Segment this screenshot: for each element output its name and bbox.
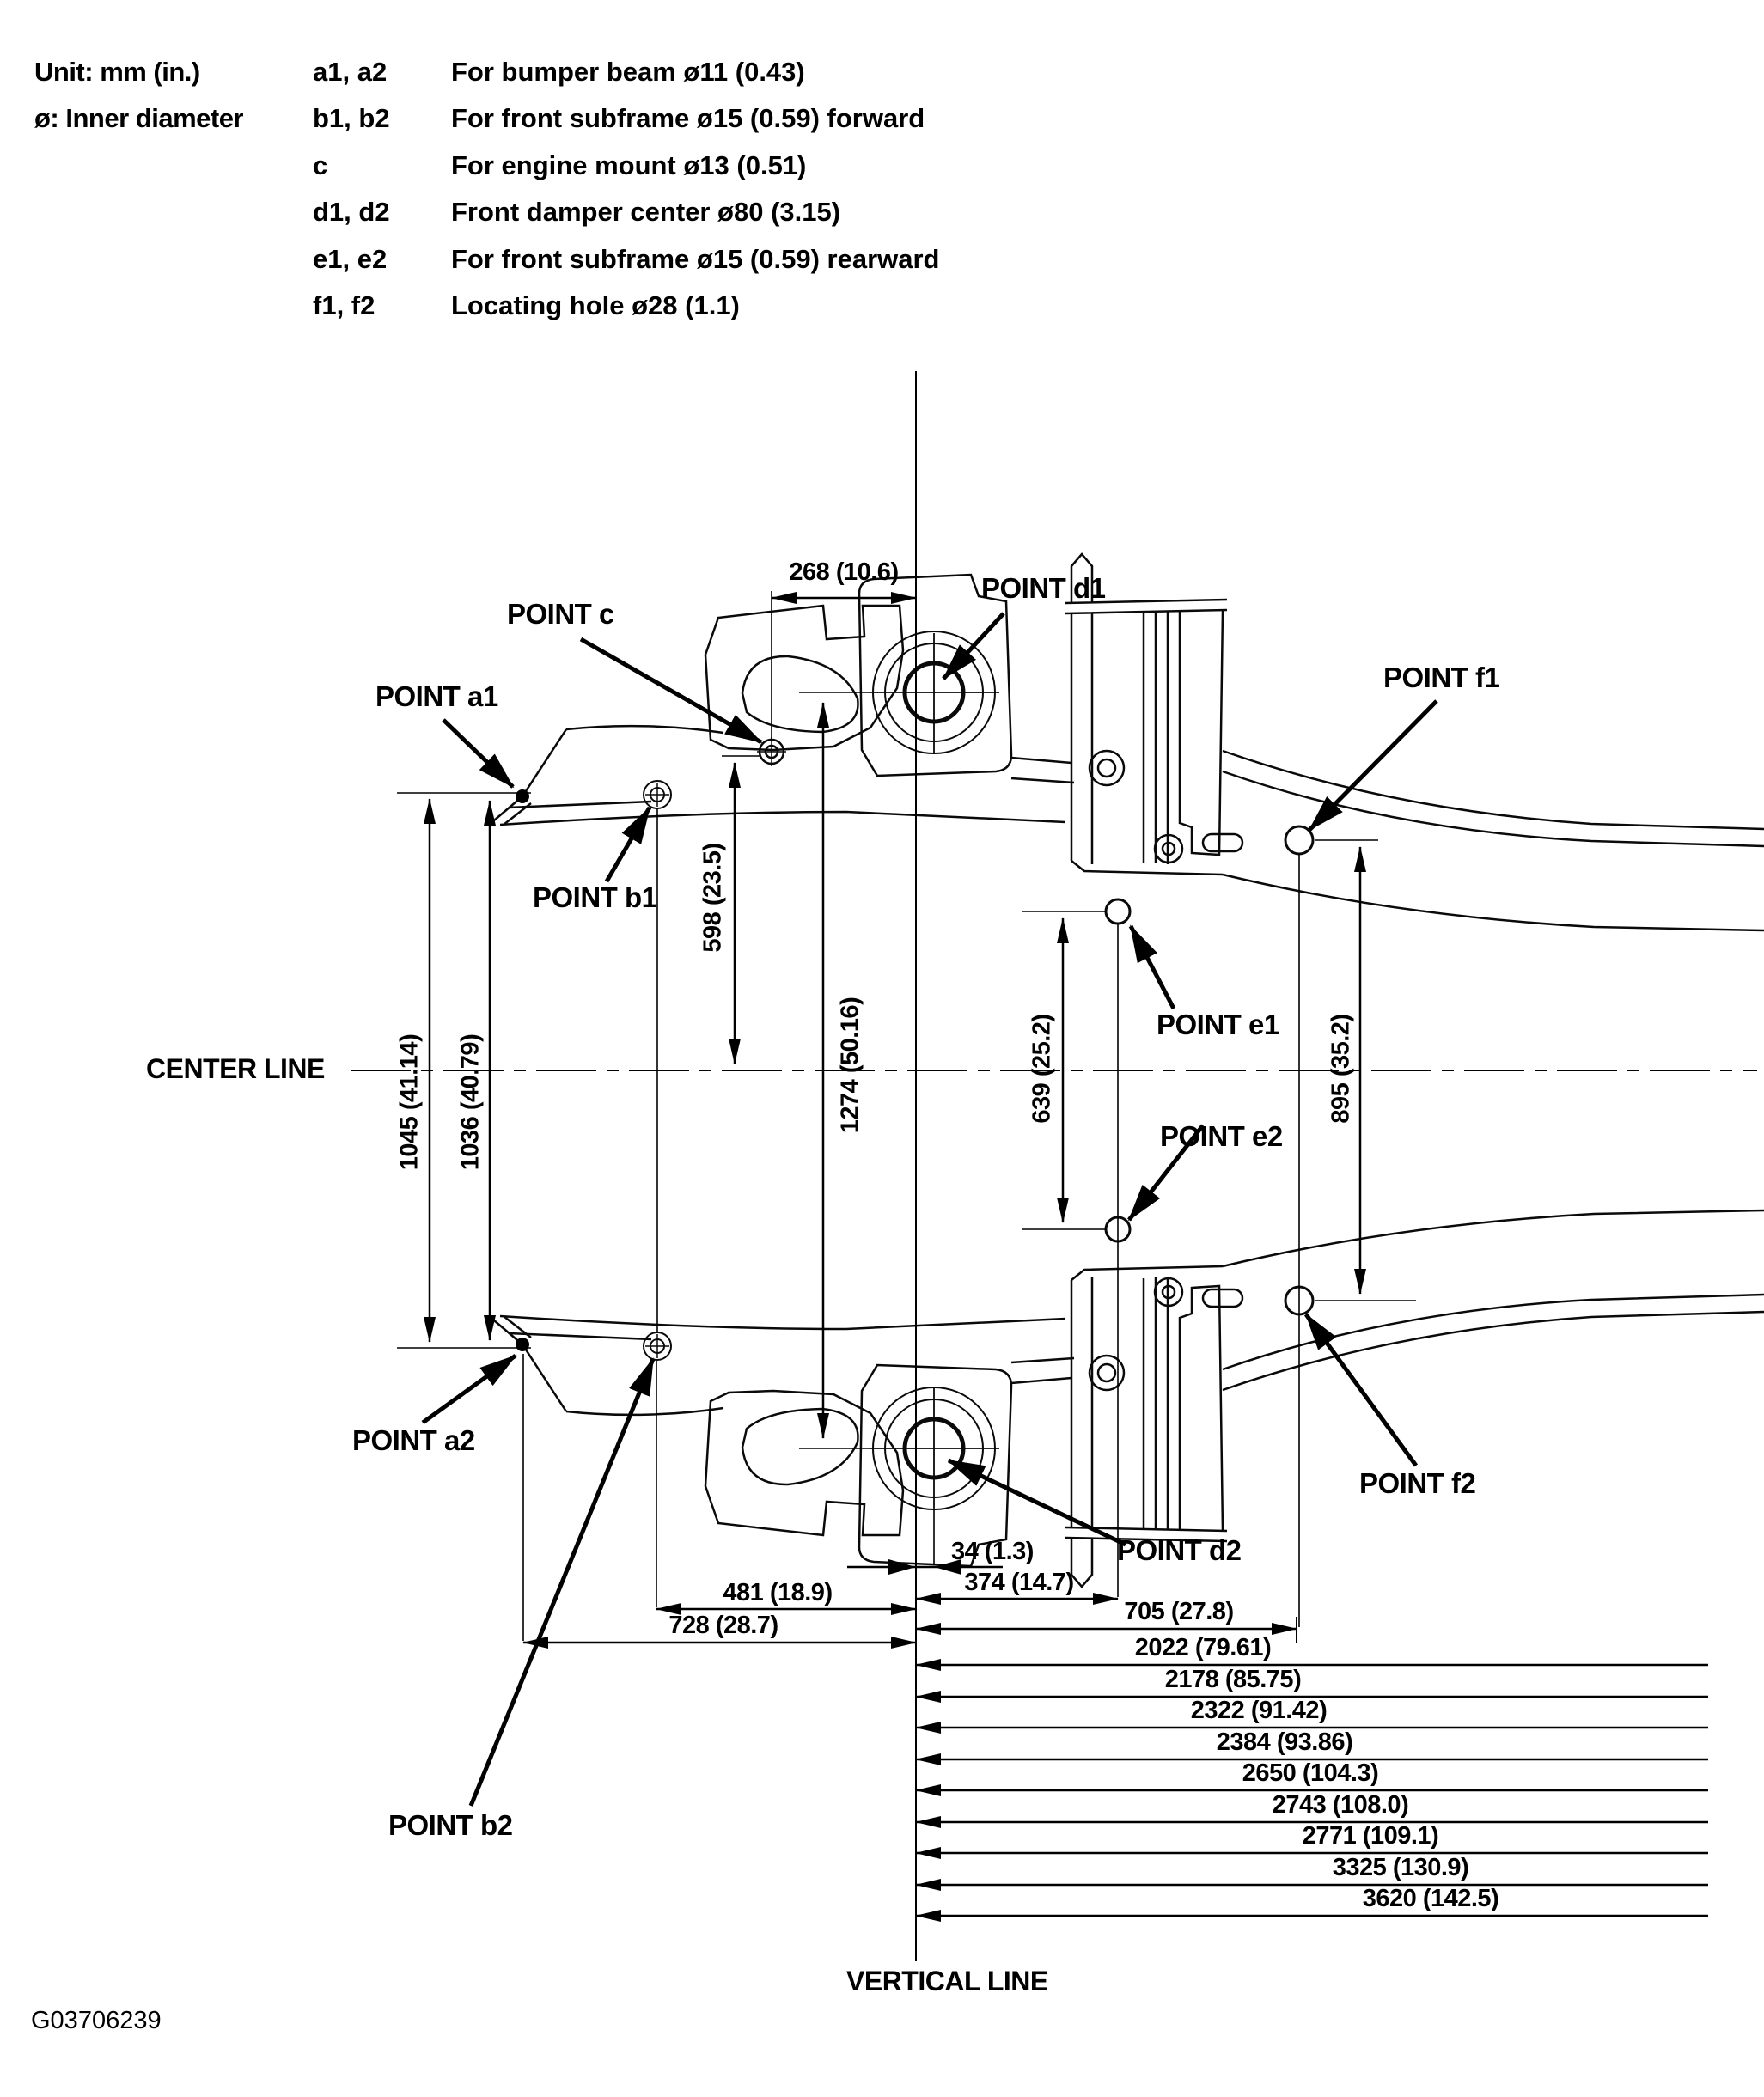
label-point-f2: POINT f2: [1359, 1467, 1476, 1499]
legend-desc-c: For engine mount ø13 (0.51): [451, 150, 807, 180]
unit-note: Unit: mm (in.): [34, 57, 200, 87]
figure-id: G03706239: [31, 2007, 162, 2034]
dimension-lines: [430, 598, 1708, 1916]
dim-2322: 2322 (91.42): [1190, 1697, 1328, 1724]
dim-268: 268 (10.6): [789, 558, 899, 586]
dim-481: 481 (18.9): [723, 1579, 833, 1606]
legend-desc-b: For front subframe ø15 (0.59) forward: [451, 103, 925, 133]
legend-desc-d: Front damper center ø80 (3.15): [451, 197, 841, 227]
center-line-label: CENTER LINE: [146, 1053, 325, 1084]
dim-598: 598 (23.5): [699, 843, 727, 953]
vertical-line-label: VERTICAL LINE: [846, 1966, 1048, 1996]
label-point-b1: POINT b1: [533, 881, 657, 913]
legend-code-b: b1, b2: [313, 103, 390, 133]
dim-3620: 3620 (142.5): [1362, 1885, 1499, 1912]
dim-3325: 3325 (130.9): [1332, 1854, 1469, 1881]
dim-1274: 1274 (50.16): [836, 997, 864, 1134]
legend-desc-a: For bumper beam ø11 (0.43): [451, 57, 805, 87]
extension-lines: [397, 591, 1416, 1641]
dim-2743: 2743 (108.0): [1272, 1791, 1409, 1819]
legend-desc-f: Locating hole ø28 (1.1): [451, 290, 740, 320]
label-point-a1: POINT a1: [375, 680, 498, 712]
frame-rail-bottom: [494, 1210, 1764, 1587]
label-point-f1: POINT f1: [1383, 661, 1500, 693]
dim-895: 895 (35.2): [1327, 1014, 1355, 1124]
point-a-mark: [516, 789, 529, 803]
label-point-b2: POINT b2: [388, 1809, 513, 1841]
dim-2022: 2022 (79.61): [1134, 1634, 1272, 1661]
legend-code-c: c: [313, 150, 328, 180]
frame-rail-top: [494, 554, 1764, 930]
legend-code-e: e1, e2: [313, 244, 388, 274]
legend-desc-e: For front subframe ø15 (0.59) rearward: [451, 244, 940, 274]
legend-code-a: a1, a2: [313, 57, 388, 87]
label-point-e2: POINT e2: [1160, 1120, 1283, 1152]
dim-639: 639 (25.2): [1028, 1014, 1056, 1124]
dim-2178: 2178 (85.75): [1164, 1666, 1302, 1693]
dim-2384: 2384 (93.86): [1216, 1728, 1353, 1756]
dim-2771: 2771 (109.1): [1302, 1822, 1439, 1850]
dim-728: 728 (28.7): [668, 1612, 778, 1639]
label-point-d1: POINT d1: [981, 572, 1106, 604]
label-point-c: POINT c: [507, 598, 614, 630]
point-f-mark: [1285, 826, 1313, 854]
legend-code-d: d1, d2: [313, 197, 390, 227]
point-e-mark: [1106, 899, 1130, 924]
dim-1036: 1036 (40.79): [456, 1033, 485, 1171]
dim-2650: 2650 (104.3): [1242, 1759, 1379, 1787]
dim-1045: 1045 (41.14): [395, 1033, 424, 1171]
dim-34: 34 (1.3): [951, 1538, 1034, 1565]
dim-374: 374 (14.7): [964, 1569, 1074, 1596]
label-point-e1: POINT e1: [1157, 1009, 1279, 1040]
dim-705: 705 (27.8): [1124, 1598, 1234, 1625]
diameter-note: ø: Inner diameter: [34, 103, 243, 133]
legend-code-f: f1, f2: [313, 290, 375, 320]
label-point-a2: POINT a2: [352, 1424, 475, 1456]
label-point-d2: POINT d2: [1117, 1534, 1242, 1566]
